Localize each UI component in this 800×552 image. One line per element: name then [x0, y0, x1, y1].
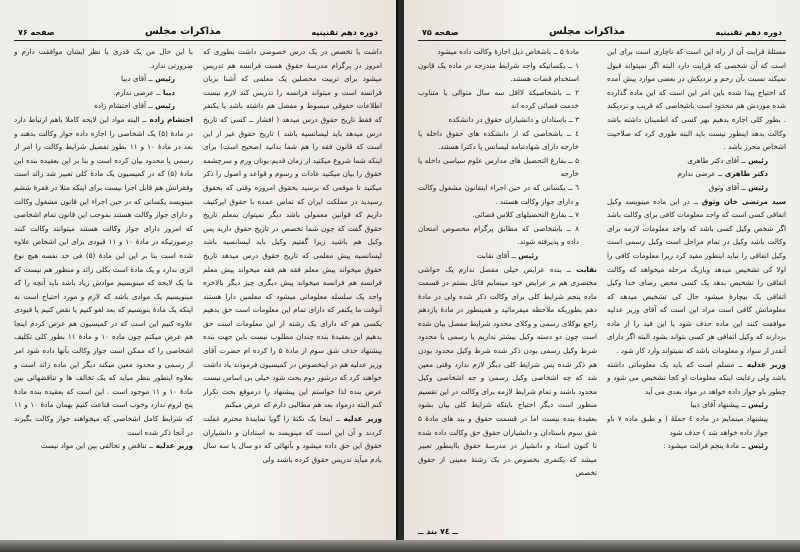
speaker-name: وزیر عدلیه — [340, 414, 382, 424]
page-header — [418, 14, 786, 41]
speech-paragraph — [607, 181, 786, 195]
text-paragraph — [418, 86, 597, 113]
column-right — [203, 45, 382, 515]
speech-paragraph — [14, 86, 193, 100]
page-columns — [14, 45, 382, 515]
speaker-name: رئیس — [152, 101, 175, 111]
page-gutter — [396, 0, 398, 552]
paragraph-text: ٤ ــ باشخاصی که از دانشکده های حقوق داخله یا خارجه دارای شهادتنامه لیسانس یا دکترا هستند. — [418, 128, 579, 152]
page-columns — [418, 45, 786, 515]
speaker-name: رئیس — [745, 155, 768, 165]
column-right — [607, 45, 786, 515]
paragraph-text: ــ آقای دکتر طاهری — [687, 155, 746, 165]
text-paragraph — [418, 154, 597, 181]
text-paragraph — [418, 45, 597, 59]
header-page-number: صفحه ۷۵ — [422, 28, 459, 37]
page-header — [14, 14, 382, 41]
text-paragraph — [418, 181, 597, 208]
text-paragraph — [418, 59, 597, 86]
speaker-name: رئیس — [745, 441, 768, 451]
speaker-name: وزیر عدلیه — [153, 441, 193, 451]
paragraph-text: ۳ ــ باستادان و دانشیاران حقوق در دانشکده — [448, 114, 579, 124]
text-paragraph — [607, 45, 786, 154]
paragraph-text: ــ آقای نقابت — [476, 250, 516, 260]
paragraph-text: داشت یا تخصص در یک درس خصوصی داشت بطوری که امروز در پرگرام مدرسهٔ حقوق هست فرانسه هم تدریس میشود برای تربیت محصلین یک معلمی که آشنا بزبان فرانسه است و میتواند فرانسه را تدریس کند لازم نیست اطلاعات حقوقی مبسوط و مفصل هم داشته باشد یا یکنفر که فقط تاریخ حقوق درس میدهد ( افشار ــ کسی که تاریخ درس میدهد باید لیسانسیه باشد ) تاریخ حقوق غیر از این است که قانون فقه را هم شما بدانید (صحیح است) برای اینکه شما شروع میکنید از زمان قدیم یونان ورم و سرچشمه حقوق را بیان میکنید عادات و رسوم و قواعد و اصول را ذکر میکنید تا موقعی که برسید بحقوق امروزه وقتی که بحقوق رسیدید در مملکت ایران که تماس عمده با حقوق اپرکتیف داریم که قوانین معمولی باشد دیگر نمیتوان بمعلم تاریخ حقوق گفت که چون شما تخصص در تاریخ حقوق دارید پس وکیل هم باشید زیرا گفتیم وکیل باید لیسانسیه باشد لیسانسیه پیش معلمی که تاریخ حقوق درس میدهد تاریخ حقوق میخواند پیش معلم فقه هم فقه میخواند پیش معلم فرانسه هم فرانسه میخواند پیش دیگری چیز دیگر بالاخره واجد یک سلسله معلوماتی میشود که معلمین دارا هستند آنوقت ما یکنفر که دارای تمام این معلومات است حق بدهیم یکسی هم که دارای یک رشته از این معلومات است حق بدهیم این بعقیدهٔ بنده چندان مطلوب نیست باین جهت بنده پیشنهاد حذف شق سوم از مادهٔ ۵ را کرده ام حضرت آقای وزیر عدلیه هم در اینخصوص در کمیسیون فرمودند یاد داشت خواهند کرد که درشور دوم بحث شود خیلی بی اساس نیست عرض بنده لذا خواستم این پیشنهاد را درموقع بحث تکرار کنم البته درمواد بعد هم مطالبی دارم که عرض میکنم — [203, 47, 382, 410]
speech-paragraph — [14, 72, 193, 86]
paragraph-text: ٦ ــ یکسانی که در حین اجراء اینقانون مشغول وکالت و دارای جواز وکالت هستند . — [418, 182, 579, 206]
paragraph-text: ــ آقای دیبا — [120, 74, 153, 84]
text-paragraph — [607, 412, 786, 439]
text-paragraph — [418, 208, 597, 222]
paragraph-text: ۷ ــ بفارغ التحصیلهای کلاس قضائی. — [472, 210, 579, 220]
paragraph-text: مسئلهٔ قرابت آن از راه این است که ناچاری است برای این است که آن شخصی که قرابت دارد البته اگر نمیتواند قبول نمیکند نسبت بآن رحم و نزدیکش در بعضی موارد پیش آمده که احتیاج پیدا شده باین امر این است که این ماده گذارده شده موردش هم محدود است باشخاصی که قریب و نزدیکند . بطور کلی اجازه بدهیم بهر کسی که اطمینان داشته باشد وکالت بدهد اینطور نیست باید البته طوری کرد که صلاحیت اشخاص محرز باشد . — [607, 47, 786, 152]
page-75 — [404, 0, 800, 540]
speaker-name: وزیر عدلیه — [742, 359, 786, 369]
text-paragraph — [418, 127, 597, 154]
speaker-name: دکتر طاهری — [722, 169, 768, 179]
paragraph-text: ــ پیشنهاد آقای دیبا — [690, 400, 746, 410]
speech-paragraph — [418, 263, 597, 481]
paragraph-text: ــ آقای احتشام زاده — [94, 101, 153, 111]
paragraph-text: ــ مسلم است که باید یک معلوماتی داشته باشد ولی رعایت اینکه معلومات او کجا تشخیص می شود و چطور باو جواز داده خواهد در مواد بعدی می آید — [607, 359, 786, 396]
text-paragraph — [203, 45, 382, 412]
paragraph-text: ۸ ــ باشخاصی که مطابق پرگرام مخصوص امتحان داده و پذیرفته شوند. — [418, 223, 579, 247]
scan-edge — [0, 540, 800, 552]
page-footer: ــ ۷٤ بند ــ — [418, 527, 458, 536]
speaker-name: رئیس — [745, 400, 768, 410]
header-title: مذاکرات مجلس — [145, 26, 222, 37]
speech-paragraph — [607, 358, 786, 399]
paragraph-text: ــ در این ماده مینویسد وکیل اتفاقی کسی است که واجد معلومات کافی برای وکالت باشد اگر شخص وکیل کسی باشد که واجد معلومات لازمه برای وکالت باشد وکیل در تمام مراحل است وکیل رسمی است وکیل اتفاقی را نباید اینطور مقید کرد زیرا معلومات کافی را اولا کی تشخیص میدهد وبازیک مرحله میخواهد که وکالت اتفاقی را تشخیص بدهد یک کسی محض رضای خدا وکیل اتفاقی یک بیچارهٔ میشود حال کی تشخیص میدهد که معلوماتش کافی است مراد این است که آقای وزیر عدلیه موافقت کنند این ماده حذف شود یا این قید را از ماده بردارند که وکیل اتفاقی هر کسی بتواند بشود البته اگر دارای آنقدر از سواد و معلومات باشد که نمیتواند وارد کار شود . — [607, 196, 786, 356]
column-left — [418, 45, 597, 515]
speaker-name: رئیس — [515, 250, 539, 260]
speech-paragraph — [14, 439, 193, 453]
paragraph-text: با این حال من یک قدری با نظر ایشان موافقت دارم و ضرورتی ندارد. — [14, 47, 193, 70]
paragraph-text: پیشنهاد مینمایم در ماده ٤ جملهٔ ( و طبق ماده ۷ باو جواز داده خواهد شد ) حذف شود — [607, 414, 768, 437]
paragraph-text: ــ تناقض و تخالفی بین این مواد نیست — [40, 441, 154, 451]
paragraph-text: ــ مادهٔ پنجم قرائت میشود : — [663, 441, 746, 451]
speech-paragraph — [203, 412, 382, 466]
speech-paragraph — [14, 99, 193, 113]
text-paragraph — [418, 113, 597, 127]
paragraph-text: ــ عرضی ندارم. — [113, 87, 161, 97]
speaker-name: رئیس — [745, 182, 768, 192]
speech-paragraph — [607, 154, 786, 168]
header-title: مذاکرات مجلس — [549, 26, 626, 37]
paragraph-text: ــ بنده عرایض خیلی مفصل ندارم یک حواشی مختصری هم بر عرایض خود مینمایم قائل بستم در قسمت ماده پنجم شرایط کلی برای وکالت ذکر شده ولی در مادهٔ دهم بطوریکه ملاحظه میفرمائید و همینطور در مادهٔ یازدهم راجع بوکلای رسمی و وکلای محدود شرایط مفصل بیان شده است چون دو دسته وکیل بیشتر نداریم یا رسمی یا محدود شرط وکیل رسمی بودن ذکر شده شرط وکیل محدود بودن هم ذکر شده پس شرایط کلی دیگر لازم ندارد وقتی معین شد که چه اشخاصی وکیل رسمی و چه اشخاصی وکیل محدود باشند و تمام شرایط لازمه برای وکالت در این تقسیم منظور است دیگر احتیاج باینکه شرایط کلی بیان بشود بعقیدهٔ بنده نیست اما در قسمت حقوق و بند های مادهٔ ۵ شق سوم باستادان و دانشیاران حقوق حق وکالت داده شده تا کنون استاد و دانشیار در مدرسهٔ حقوق بااینطور تعبیر میشد که یکنفری بخصوص در یک رشتهٔ معینی از حقوق تخصص — [418, 264, 597, 478]
paragraph-text: مادهٔ ۵ ــ باشخاص ذیل اجازهٔ وکالت داده میشود — [437, 47, 579, 56]
header-term: دوره دهم تقنینیه — [715, 28, 782, 37]
header-page-number: صفحه ۷۶ — [18, 28, 55, 37]
speaker-name: سید مرتضی خان وثوق — [697, 196, 786, 206]
text-paragraph — [418, 222, 597, 249]
speaker-name: رئیس — [152, 74, 175, 84]
speech-paragraph — [607, 195, 786, 358]
speech-paragraph — [607, 398, 786, 412]
paragraph-text: ۲ ــ باشخاصیکه لااقل سه سال متوالی یا متناوب خدمت قضائی کرده اند — [418, 87, 579, 111]
speech-paragraph — [418, 249, 597, 263]
paragraph-text: ــ آقای وثوق — [708, 182, 746, 192]
speaker-name: نقابت — [570, 264, 597, 274]
text-paragraph — [14, 45, 193, 72]
paragraph-text: ــ اینجا یک نکتهٔ را گویا نمایندهٔ محترم غفلت کردند و آن این است که مینویسد به استادان و دانشیاران حقوق این حق داده میشود و بآنهائی که دو سال یا سه سال بادم میآید تدریس حقوق کرده باشند ولی — [203, 414, 382, 464]
paragraph-text: ۵ ــ بفارغ التحصیل های مدارس علوم سیاسی داخله یا خارجه — [418, 155, 579, 179]
header-term: دوره دهم تقنینیه — [311, 28, 378, 37]
paragraph-text: ۱ ــ یکسانیکه واجد شرایط مندرجه در ماده یک قانون استخدام قضات هستند. — [418, 60, 579, 84]
speech-paragraph — [14, 113, 193, 439]
paragraph-text: ــ عرضی ندارم — [677, 169, 723, 179]
speech-paragraph — [607, 439, 786, 453]
column-left — [14, 45, 193, 515]
speaker-name: احتشام زاده — [146, 114, 193, 124]
page-76 — [0, 0, 396, 540]
speech-paragraph — [607, 167, 786, 181]
paragraph-text: ــ البته مواد این لایحه کاملا باهم ارتباط دارد در مادهٔ (۵) یک اشخاصی را اجازه داده جواز وکالت بدهند و بعد در مادهٔ ۱۰ و ۱۱ بطور تفصیل شرایط وکالت را امر از رسمی یا محدود بیان کرده است و بنا بر این بعقیده بنده این مادهٔ (۵) که در کمیسیون یک مادهٔ کلی تعبیر شد زائد است وفقراتش هم قابل اجرا نیست برای اینکه مثلا در فقرهٔ ششم مینویسد یکسانی که در حین اجراء این قانون مشغول وکالت و دارای جواز وکالت هستند بموجب این قانون تمام اشخاصی که امروز دارای جواز وکالت هستند میتوانند وکالت کنند درصورتیکه در مادهٔ ۱۰ و ۱۱ قیودی برای این اشخاص علاوه شده است بنا بر این این مادهٔ (۵) فی حد نفسه هیچ نوع اثری ندارد و یک مادهٔ است بکلی زائد و منظور هم نیست که ما یک لایحه که مینویسیم موادش زیاد باشد باید آنچه را که مینویسیم یک موادی باشد که لازم و مورد احتیاج است نه اینکه یک مادهٔ بنویسیم که بعد لغو کنیم یا نقض کنیم یا قیودی علاوه کنیم این است که در کمیسیون هم عرض کردم اینجا هم عرض میکنم چون ماده ۱۰ و مادهٔ ۱۱ بطور کلی تکلیف اشخاصی را که ممکن است جواز وکالت بآنها داده شود امر از رسمی و محدود معین میکند دیگر این ماده زائد است و بعلاوه اینطور بنظر میاید که یک تخالف ها و تناقضهائی بین مادهٔ ۱۰ و ۱۱ موجود است . این است که بعقیده بنده مادهٔ پنج لزوم ندارد وخوب است قناعت کنیم بهمان مادهٔ ۱۰ و ۱۱ که شرایط کامل اشخاصی که میخواهند جواز وکالت بگیرند در آنجا ذکر شده است — [14, 114, 193, 437]
speaker-name: دیبا — [160, 87, 175, 97]
